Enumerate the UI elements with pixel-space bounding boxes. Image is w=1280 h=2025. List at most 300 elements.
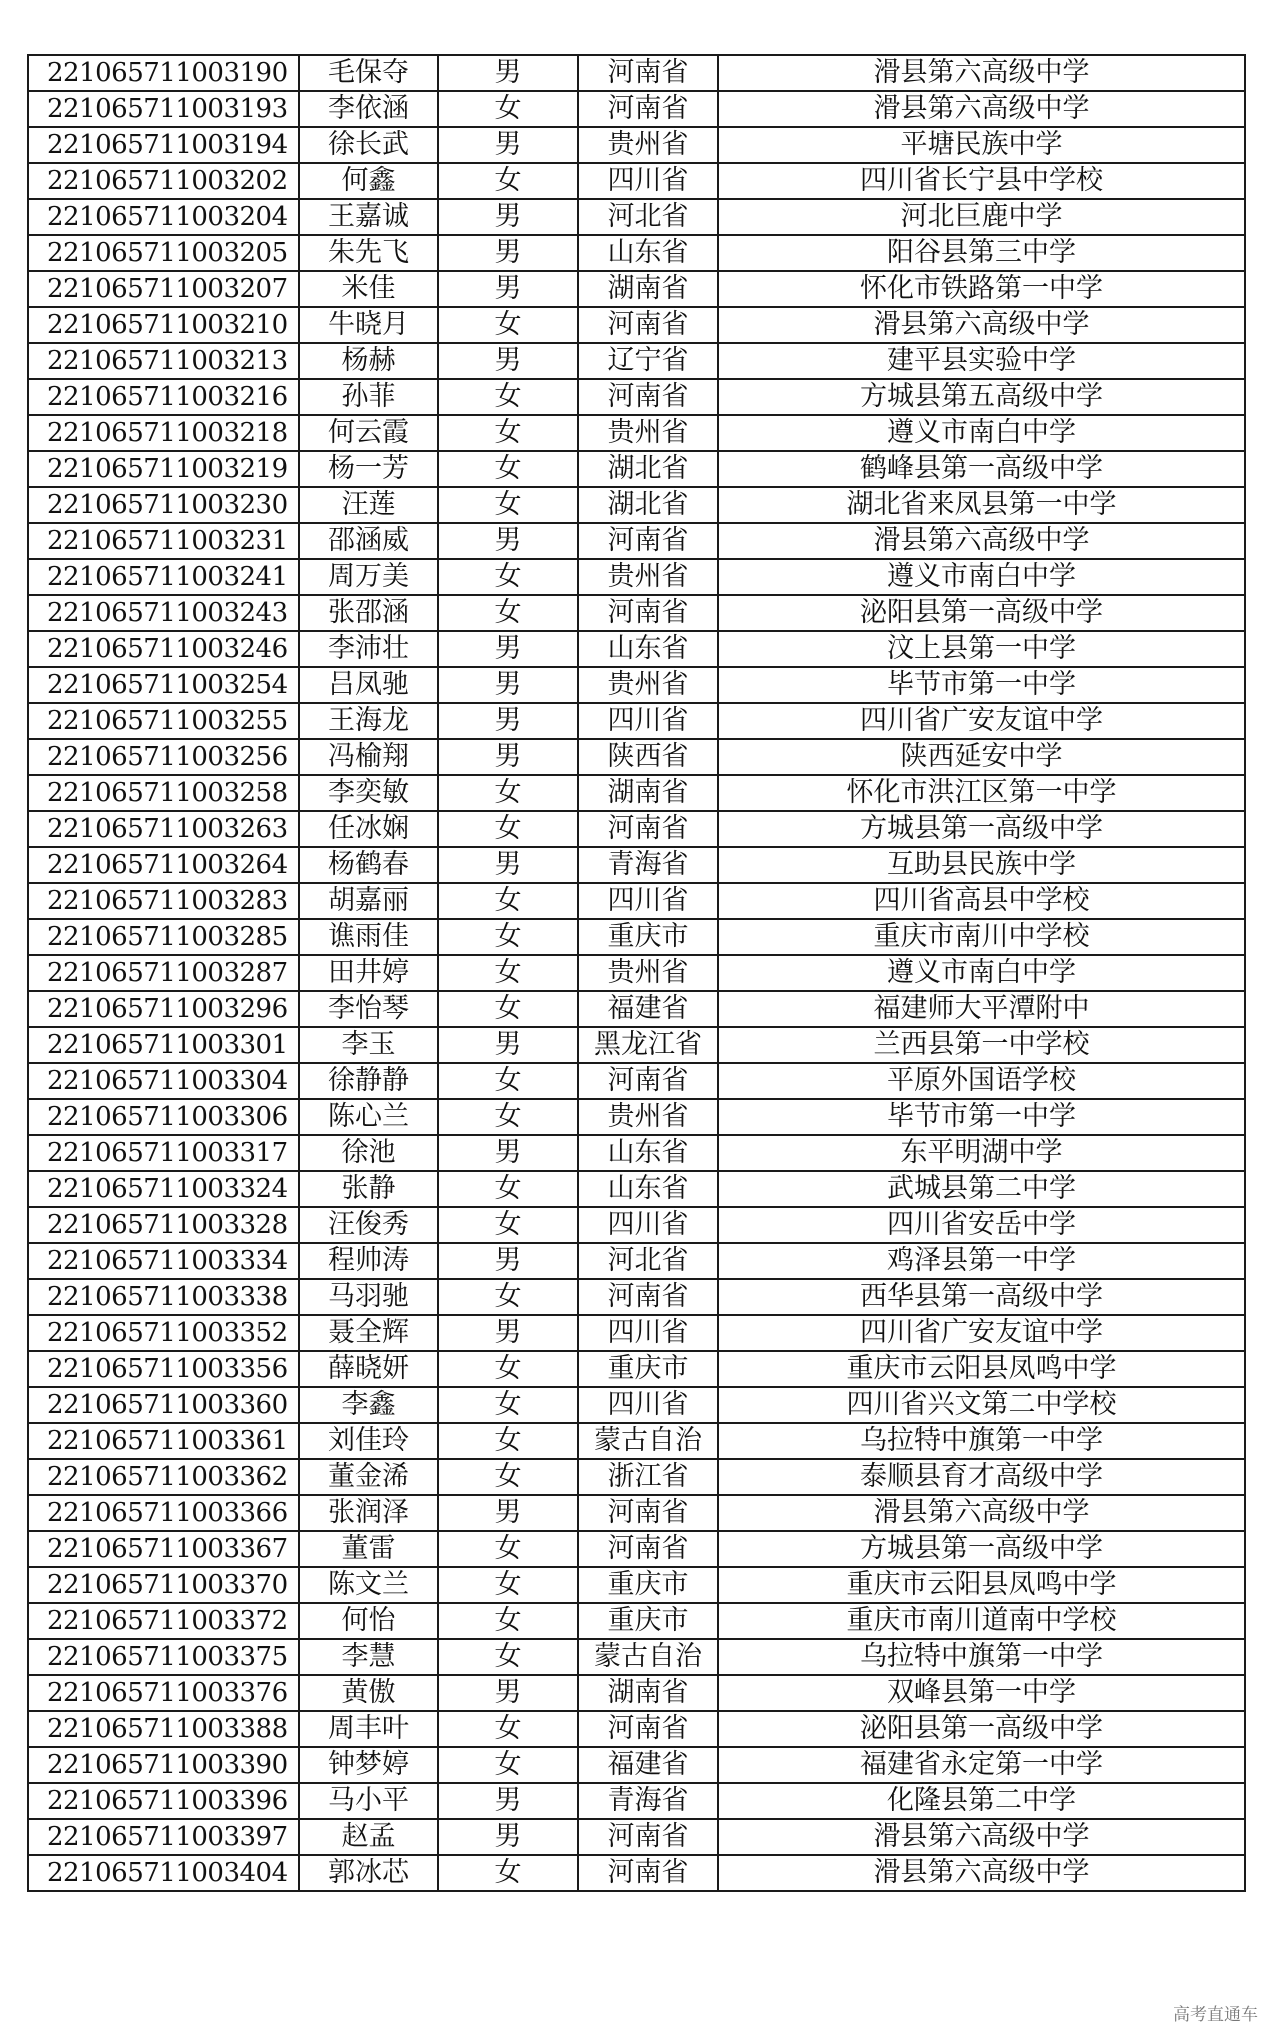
table-row — [28, 91, 1245, 127]
school-cell: 福建省永定第一中学 — [718, 1747, 1245, 1783]
exam-id-cell: 221065711003306 — [28, 1099, 299, 1135]
exam-id-cell: 221065711003243 — [28, 595, 299, 631]
exam-id-cell: 221065711003218 — [28, 415, 299, 451]
province-cell: 湖北省 — [578, 451, 718, 487]
student-name-cell: 张静 — [299, 1171, 438, 1207]
exam-id-cell: 221065711003360 — [28, 1387, 299, 1423]
student-name-cell: 毛保夺 — [299, 55, 438, 91]
gender-cell: 男 — [438, 235, 578, 271]
gender-cell: 女 — [438, 991, 578, 1027]
province-cell: 山东省 — [578, 235, 718, 271]
table-row — [28, 343, 1245, 379]
student-name-cell: 程帅涛 — [299, 1243, 438, 1279]
student-name-cell: 董金浠 — [299, 1459, 438, 1495]
table-row — [28, 379, 1245, 415]
school-cell: 方城县第一高级中学 — [718, 1531, 1245, 1567]
table-row — [28, 1279, 1245, 1315]
table-row — [28, 1531, 1245, 1567]
table-row — [28, 955, 1245, 991]
student-name-cell: 杨一芳 — [299, 451, 438, 487]
province-cell: 辽宁省 — [578, 343, 718, 379]
table-row — [28, 1747, 1245, 1783]
gender-cell: 女 — [438, 1567, 578, 1603]
gender-cell: 男 — [438, 343, 578, 379]
school-cell: 乌拉特中旗第一中学 — [718, 1639, 1245, 1675]
gender-cell: 男 — [438, 1783, 578, 1819]
gender-cell: 女 — [438, 415, 578, 451]
table-row — [28, 847, 1245, 883]
gender-cell: 女 — [438, 1603, 578, 1639]
province-cell: 河南省 — [578, 1855, 718, 1891]
exam-id-cell: 221065711003301 — [28, 1027, 299, 1063]
table-row — [28, 271, 1245, 307]
gender-cell: 女 — [438, 1855, 578, 1891]
exam-id-cell: 221065711003362 — [28, 1459, 299, 1495]
student-name-cell: 周万美 — [299, 559, 438, 595]
school-cell: 泌阳县第一高级中学 — [718, 1711, 1245, 1747]
school-cell: 武城县第二中学 — [718, 1171, 1245, 1207]
province-cell: 蒙古自治 — [578, 1639, 718, 1675]
exam-id-cell: 221065711003283 — [28, 883, 299, 919]
exam-id-cell: 221065711003372 — [28, 1603, 299, 1639]
exam-id-cell: 221065711003287 — [28, 955, 299, 991]
school-cell: 滑县第六高级中学 — [718, 55, 1245, 91]
exam-id-cell: 221065711003361 — [28, 1423, 299, 1459]
student-name-cell: 陈文兰 — [299, 1567, 438, 1603]
student-name-cell: 张邵涵 — [299, 595, 438, 631]
province-cell: 贵州省 — [578, 667, 718, 703]
school-cell: 重庆市云阳县凤鸣中学 — [718, 1351, 1245, 1387]
province-cell: 黑龙江省 — [578, 1027, 718, 1063]
province-cell: 河南省 — [578, 379, 718, 415]
school-cell: 方城县第一高级中学 — [718, 811, 1245, 847]
exam-id-cell: 221065711003254 — [28, 667, 299, 703]
student-name-cell: 胡嘉丽 — [299, 883, 438, 919]
exam-id-cell: 221065711003370 — [28, 1567, 299, 1603]
province-cell: 贵州省 — [578, 415, 718, 451]
province-cell: 四川省 — [578, 1387, 718, 1423]
school-cell: 怀化市洪江区第一中学 — [718, 775, 1245, 811]
school-cell: 重庆市云阳县凤鸣中学 — [718, 1567, 1245, 1603]
gender-cell: 男 — [438, 739, 578, 775]
table-row — [28, 811, 1245, 847]
student-name-cell: 李鑫 — [299, 1387, 438, 1423]
gender-cell: 女 — [438, 1639, 578, 1675]
province-cell: 山东省 — [578, 1135, 718, 1171]
province-cell: 重庆市 — [578, 1351, 718, 1387]
gender-cell: 女 — [438, 919, 578, 955]
table-row — [28, 1243, 1245, 1279]
school-cell: 西华县第一高级中学 — [718, 1279, 1245, 1315]
gender-cell: 女 — [438, 379, 578, 415]
student-name-cell: 孙菲 — [299, 379, 438, 415]
school-cell: 东平明湖中学 — [718, 1135, 1245, 1171]
exam-id-cell: 221065711003404 — [28, 1855, 299, 1891]
exam-id-cell: 221065711003202 — [28, 163, 299, 199]
province-cell: 福建省 — [578, 991, 718, 1027]
exam-id-cell: 221065711003207 — [28, 271, 299, 307]
table-row — [28, 667, 1245, 703]
province-cell: 河北省 — [578, 199, 718, 235]
school-cell: 滑县第六高级中学 — [718, 91, 1245, 127]
student-name-cell: 冯榆翔 — [299, 739, 438, 775]
school-cell: 平塘民族中学 — [718, 127, 1245, 163]
school-cell: 滑县第六高级中学 — [718, 307, 1245, 343]
school-cell: 阳谷县第三中学 — [718, 235, 1245, 271]
school-cell: 鹤峰县第一高级中学 — [718, 451, 1245, 487]
school-cell: 泰顺县育才高级中学 — [718, 1459, 1245, 1495]
student-name-cell: 钟梦婷 — [299, 1747, 438, 1783]
gender-cell: 男 — [438, 1819, 578, 1855]
table-row — [28, 1459, 1245, 1495]
school-cell: 遵义市南白中学 — [718, 415, 1245, 451]
student-name-cell: 王嘉诚 — [299, 199, 438, 235]
gender-cell: 女 — [438, 163, 578, 199]
exam-id-cell: 221065711003338 — [28, 1279, 299, 1315]
exam-id-cell: 221065711003204 — [28, 199, 299, 235]
gender-cell: 女 — [438, 1711, 578, 1747]
table-row — [28, 199, 1245, 235]
exam-id-cell: 221065711003328 — [28, 1207, 299, 1243]
exam-id-cell: 221065711003285 — [28, 919, 299, 955]
school-cell: 滑县第六高级中学 — [718, 1819, 1245, 1855]
province-cell: 四川省 — [578, 1315, 718, 1351]
province-cell: 山东省 — [578, 1171, 718, 1207]
table-row — [28, 1567, 1245, 1603]
student-name-cell: 董雷 — [299, 1531, 438, 1567]
school-cell: 河北巨鹿中学 — [718, 199, 1245, 235]
gender-cell: 女 — [438, 1207, 578, 1243]
school-cell: 互助县民族中学 — [718, 847, 1245, 883]
gender-cell: 女 — [438, 1351, 578, 1387]
student-name-cell: 汪俊秀 — [299, 1207, 438, 1243]
gender-cell: 男 — [438, 1243, 578, 1279]
student-name-cell: 陈心兰 — [299, 1099, 438, 1135]
gender-cell: 女 — [438, 1531, 578, 1567]
province-cell: 河南省 — [578, 523, 718, 559]
exam-id-cell: 221065711003219 — [28, 451, 299, 487]
exam-id-cell: 221065711003375 — [28, 1639, 299, 1675]
gender-cell: 男 — [438, 271, 578, 307]
exam-id-cell: 221065711003366 — [28, 1495, 299, 1531]
school-cell: 化隆县第二中学 — [718, 1783, 1245, 1819]
exam-id-cell: 221065711003258 — [28, 775, 299, 811]
gender-cell: 男 — [438, 127, 578, 163]
table-row — [28, 1351, 1245, 1387]
exam-id-cell: 221065711003205 — [28, 235, 299, 271]
gender-cell: 女 — [438, 955, 578, 991]
student-name-cell: 米佳 — [299, 271, 438, 307]
school-cell: 四川省兴文第二中学校 — [718, 1387, 1245, 1423]
school-cell: 毕节市第一中学 — [718, 1099, 1245, 1135]
gender-cell: 男 — [438, 1135, 578, 1171]
province-cell: 四川省 — [578, 703, 718, 739]
student-name-cell: 薛晓妍 — [299, 1351, 438, 1387]
gender-cell: 男 — [438, 847, 578, 883]
school-cell: 滑县第六高级中学 — [718, 1855, 1245, 1891]
province-cell: 四川省 — [578, 1207, 718, 1243]
exam-id-cell: 221065711003376 — [28, 1675, 299, 1711]
school-cell: 陕西延安中学 — [718, 739, 1245, 775]
school-cell: 四川省长宁县中学校 — [718, 163, 1245, 199]
student-name-cell: 李玉 — [299, 1027, 438, 1063]
table-row — [28, 1171, 1245, 1207]
student-name-cell: 何怡 — [299, 1603, 438, 1639]
table-row — [28, 55, 1245, 91]
exam-id-cell: 221065711003241 — [28, 559, 299, 595]
student-name-cell: 马小平 — [299, 1783, 438, 1819]
exam-id-cell: 221065711003397 — [28, 1819, 299, 1855]
province-cell: 青海省 — [578, 1783, 718, 1819]
student-name-cell: 汪莲 — [299, 487, 438, 523]
school-cell: 兰西县第一中学校 — [718, 1027, 1245, 1063]
student-name-cell: 徐静静 — [299, 1063, 438, 1099]
province-cell: 贵州省 — [578, 1099, 718, 1135]
province-cell: 浙江省 — [578, 1459, 718, 1495]
province-cell: 河北省 — [578, 1243, 718, 1279]
table-row — [28, 235, 1245, 271]
province-cell: 贵州省 — [578, 127, 718, 163]
gender-cell: 男 — [438, 1675, 578, 1711]
table-row — [28, 1675, 1245, 1711]
school-cell: 平原外国语学校 — [718, 1063, 1245, 1099]
student-name-cell: 李慧 — [299, 1639, 438, 1675]
school-cell: 四川省广安友谊中学 — [718, 1315, 1245, 1351]
student-name-cell: 徐池 — [299, 1135, 438, 1171]
table-row — [28, 1207, 1245, 1243]
gender-cell: 女 — [438, 1459, 578, 1495]
student-name-cell: 田井婷 — [299, 955, 438, 991]
exam-id-cell: 221065711003193 — [28, 91, 299, 127]
table-row — [28, 1027, 1245, 1063]
table-row — [28, 127, 1245, 163]
province-cell: 湖北省 — [578, 487, 718, 523]
table-row — [28, 1099, 1245, 1135]
gender-cell: 女 — [438, 91, 578, 127]
exam-id-cell: 221065711003190 — [28, 55, 299, 91]
province-cell: 贵州省 — [578, 955, 718, 991]
exam-id-cell: 221065711003324 — [28, 1171, 299, 1207]
student-name-cell: 聂全辉 — [299, 1315, 438, 1351]
exam-id-cell: 221065711003213 — [28, 343, 299, 379]
school-cell: 方城县第五高级中学 — [718, 379, 1245, 415]
table-row — [28, 631, 1245, 667]
gender-cell: 女 — [438, 1387, 578, 1423]
school-cell: 遵义市南白中学 — [718, 955, 1245, 991]
exam-id-cell: 221065711003264 — [28, 847, 299, 883]
gender-cell: 男 — [438, 667, 578, 703]
table-row — [28, 559, 1245, 595]
student-name-cell: 李沛壮 — [299, 631, 438, 667]
gender-cell: 女 — [438, 1423, 578, 1459]
province-cell: 重庆市 — [578, 1603, 718, 1639]
school-cell: 四川省安岳中学 — [718, 1207, 1245, 1243]
exam-id-cell: 221065711003263 — [28, 811, 299, 847]
exam-id-cell: 221065711003356 — [28, 1351, 299, 1387]
student-name-cell: 郭冰芯 — [299, 1855, 438, 1891]
table-row — [28, 1783, 1245, 1819]
table-row — [28, 991, 1245, 1027]
school-cell: 毕节市第一中学 — [718, 667, 1245, 703]
gender-cell: 男 — [438, 1495, 578, 1531]
student-name-cell: 牛晓月 — [299, 307, 438, 343]
table-row — [28, 739, 1245, 775]
province-cell: 山东省 — [578, 631, 718, 667]
province-cell: 湖南省 — [578, 271, 718, 307]
province-cell: 河南省 — [578, 307, 718, 343]
province-cell: 陕西省 — [578, 739, 718, 775]
gender-cell: 女 — [438, 1099, 578, 1135]
exam-id-cell: 221065711003246 — [28, 631, 299, 667]
province-cell: 蒙古自治 — [578, 1423, 718, 1459]
table-row — [28, 1423, 1245, 1459]
gender-cell: 女 — [438, 811, 578, 847]
province-cell: 重庆市 — [578, 1567, 718, 1603]
school-cell: 福建师大平潭附中 — [718, 991, 1245, 1027]
student-name-cell: 黄傲 — [299, 1675, 438, 1711]
table-body — [28, 55, 1245, 1891]
school-cell: 鸡泽县第一中学 — [718, 1243, 1245, 1279]
table-row — [28, 1855, 1245, 1891]
exam-id-cell: 221065711003334 — [28, 1243, 299, 1279]
exam-id-cell: 221065711003216 — [28, 379, 299, 415]
student-name-cell: 朱先飞 — [299, 235, 438, 271]
school-cell: 湖北省来凤县第一中学 — [718, 487, 1245, 523]
province-cell: 四川省 — [578, 883, 718, 919]
student-name-cell: 张润泽 — [299, 1495, 438, 1531]
province-cell: 河南省 — [578, 55, 718, 91]
province-cell: 河南省 — [578, 1531, 718, 1567]
school-cell: 滑县第六高级中学 — [718, 1495, 1245, 1531]
exam-id-cell: 221065711003194 — [28, 127, 299, 163]
table-row — [28, 1639, 1245, 1675]
student-name-cell: 何云霞 — [299, 415, 438, 451]
exam-id-cell: 221065711003255 — [28, 703, 299, 739]
school-cell: 重庆市南川中学校 — [718, 919, 1245, 955]
student-name-cell: 李依涵 — [299, 91, 438, 127]
exam-id-cell: 221065711003210 — [28, 307, 299, 343]
table-row — [28, 487, 1245, 523]
province-cell: 湖南省 — [578, 1675, 718, 1711]
table-row — [28, 307, 1245, 343]
exam-id-cell: 221065711003352 — [28, 1315, 299, 1351]
gender-cell: 女 — [438, 487, 578, 523]
student-name-cell: 王海龙 — [299, 703, 438, 739]
gender-cell: 女 — [438, 883, 578, 919]
exam-id-cell: 221065711003317 — [28, 1135, 299, 1171]
student-name-cell: 邵涵威 — [299, 523, 438, 559]
gender-cell: 女 — [438, 1279, 578, 1315]
exam-id-cell: 221065711003231 — [28, 523, 299, 559]
school-cell: 泌阳县第一高级中学 — [718, 595, 1245, 631]
gender-cell: 男 — [438, 1027, 578, 1063]
student-name-cell: 杨赫 — [299, 343, 438, 379]
school-cell: 滑县第六高级中学 — [718, 523, 1245, 559]
table-row — [28, 595, 1245, 631]
school-cell: 建平县实验中学 — [718, 343, 1245, 379]
watermark-text: 高考直通车 — [1173, 2005, 1258, 2025]
province-cell: 湖南省 — [578, 775, 718, 811]
province-cell: 河南省 — [578, 811, 718, 847]
table-row — [28, 919, 1245, 955]
gender-cell: 女 — [438, 559, 578, 595]
gender-cell: 男 — [438, 523, 578, 559]
gender-cell: 女 — [438, 1063, 578, 1099]
gender-cell: 女 — [438, 1171, 578, 1207]
table-row — [28, 1387, 1245, 1423]
table-row — [28, 775, 1245, 811]
table-row — [28, 415, 1245, 451]
student-name-cell: 徐长武 — [299, 127, 438, 163]
school-cell: 四川省广安友谊中学 — [718, 703, 1245, 739]
gender-cell: 男 — [438, 199, 578, 235]
student-name-cell: 周丰叶 — [299, 1711, 438, 1747]
table-row — [28, 1135, 1245, 1171]
gender-cell: 女 — [438, 775, 578, 811]
province-cell: 四川省 — [578, 163, 718, 199]
exam-id-cell: 221065711003390 — [28, 1747, 299, 1783]
student-name-cell: 吕凤驰 — [299, 667, 438, 703]
province-cell: 重庆市 — [578, 919, 718, 955]
school-cell: 双峰县第一中学 — [718, 1675, 1245, 1711]
table-row — [28, 1819, 1245, 1855]
province-cell: 河南省 — [578, 1819, 718, 1855]
gender-cell: 男 — [438, 1315, 578, 1351]
table-row — [28, 451, 1245, 487]
student-name-cell: 马羽驰 — [299, 1279, 438, 1315]
exam-id-cell: 221065711003388 — [28, 1711, 299, 1747]
province-cell: 河南省 — [578, 1495, 718, 1531]
table-row — [28, 1495, 1245, 1531]
province-cell: 河南省 — [578, 1711, 718, 1747]
table-row — [28, 163, 1245, 199]
table-row — [28, 1603, 1245, 1639]
student-name-cell: 李怡琴 — [299, 991, 438, 1027]
province-cell: 青海省 — [578, 847, 718, 883]
student-name-cell: 杨鹤春 — [299, 847, 438, 883]
table-row — [28, 1315, 1245, 1351]
gender-cell: 女 — [438, 451, 578, 487]
gender-cell: 男 — [438, 631, 578, 667]
school-cell: 遵义市南白中学 — [718, 559, 1245, 595]
school-cell: 重庆市南川道南中学校 — [718, 1603, 1245, 1639]
exam-id-cell: 221065711003256 — [28, 739, 299, 775]
province-cell: 河南省 — [578, 1279, 718, 1315]
province-cell: 福建省 — [578, 1747, 718, 1783]
exam-id-cell: 221065711003230 — [28, 487, 299, 523]
province-cell: 河南省 — [578, 91, 718, 127]
school-cell: 四川省高县中学校 — [718, 883, 1245, 919]
student-name-cell: 任冰娴 — [299, 811, 438, 847]
student-name-cell: 谯雨佳 — [299, 919, 438, 955]
province-cell: 河南省 — [578, 1063, 718, 1099]
student-name-cell: 李奕敏 — [299, 775, 438, 811]
exam-id-cell: 221065711003367 — [28, 1531, 299, 1567]
exam-id-cell: 221065711003304 — [28, 1063, 299, 1099]
province-cell: 贵州省 — [578, 559, 718, 595]
table-row — [28, 703, 1245, 739]
table-row — [28, 1063, 1245, 1099]
student-name-cell: 刘佳玲 — [299, 1423, 438, 1459]
student-name-cell: 赵孟 — [299, 1819, 438, 1855]
student-name-cell: 何鑫 — [299, 163, 438, 199]
exam-id-cell: 221065711003296 — [28, 991, 299, 1027]
school-cell: 乌拉特中旗第一中学 — [718, 1423, 1245, 1459]
province-cell: 河南省 — [578, 595, 718, 631]
table-row — [28, 523, 1245, 559]
gender-cell: 女 — [438, 307, 578, 343]
gender-cell: 女 — [438, 1747, 578, 1783]
